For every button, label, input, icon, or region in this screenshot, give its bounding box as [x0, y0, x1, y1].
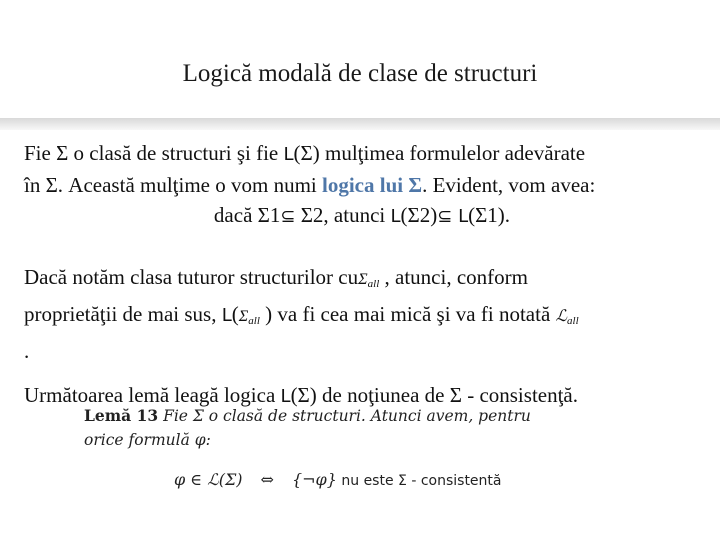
paragraph-logic-definition	[24, 138, 700, 232]
formula-left: φ ∈ ℒ(Σ)	[174, 470, 243, 489]
text-fragment: Σ2, atunci	[295, 203, 391, 227]
text-fragment: Dacă notăm clasa tuturor structurilor cu	[24, 265, 359, 289]
logic-symbol: L	[390, 206, 401, 227]
text-fragment: . Evident, vom avea:	[422, 173, 596, 197]
sigma-symbol: Σ	[358, 271, 368, 288]
subscript-all: all	[367, 278, 380, 290]
paragraph2-line3: .	[24, 339, 30, 363]
iff-symbol: ⇔	[260, 470, 274, 489]
slide-title: Logică modală de clase de structuri	[182, 60, 538, 87]
text-fragment: (	[231, 302, 239, 326]
formula-negation-set: {¬φ}	[291, 470, 337, 489]
logic-symbol: L	[452, 206, 469, 227]
paragraph1-line1	[24, 138, 700, 170]
lemma-line2: orice formulă φ:	[84, 431, 211, 449]
formula-right-text: nu este Σ - consistentă	[336, 473, 502, 489]
paragraph1-line3	[24, 200, 700, 232]
title-divider	[0, 118, 720, 130]
logic-symbol: L	[221, 305, 232, 326]
text-fragment: Următoarea lemă leagă logica	[24, 383, 281, 407]
text-fragment: ) va fi cea mai mică şi va fi notată	[259, 302, 556, 326]
subscript-all: all	[248, 315, 260, 327]
text-fragment: Fie Σ o clasă de structuri şi fie	[24, 141, 284, 165]
lemma-line1	[84, 404, 684, 428]
text-fragment: în Σ. Această mulţime o vom numi	[24, 173, 323, 197]
paragraph1-line2	[24, 170, 700, 200]
text-fragment: (Σ) de noţiunea de Σ - consistenţă.	[290, 383, 578, 407]
paragraph-all-structures	[24, 262, 700, 366]
text-fragment: (Σ2)	[400, 203, 438, 227]
logic-symbol: L	[283, 144, 294, 165]
lemma-label: Lemă 13	[84, 406, 159, 425]
lemma-formula	[174, 470, 594, 489]
subset-symbol: ⊆	[437, 206, 453, 227]
sigma-symbol: Σ	[238, 308, 249, 325]
lemma-statement: Fie Σ o clasă de structuri. Atunci avem, pentru	[158, 407, 531, 425]
lemma-block	[84, 404, 684, 452]
subset-symbol: ⊆	[280, 206, 296, 227]
script-l-symbol: ℒ	[555, 308, 568, 325]
subscript-all: all	[567, 315, 579, 327]
text-fragment: (Σ) mulţimea formulelor adevărate	[293, 141, 586, 165]
logic-symbol: L	[280, 386, 291, 407]
highlighted-term: logica lui Σ	[322, 173, 423, 197]
text-fragment: proprietăţii de mai sus,	[24, 302, 222, 326]
text-fragment: (Σ1).	[468, 203, 511, 227]
paragraph2-line1	[24, 262, 700, 299]
text-fragment: dacă Σ1	[213, 203, 281, 227]
text-fragment: , atunci, conform	[379, 265, 528, 289]
paragraph2-line2	[24, 299, 700, 336]
